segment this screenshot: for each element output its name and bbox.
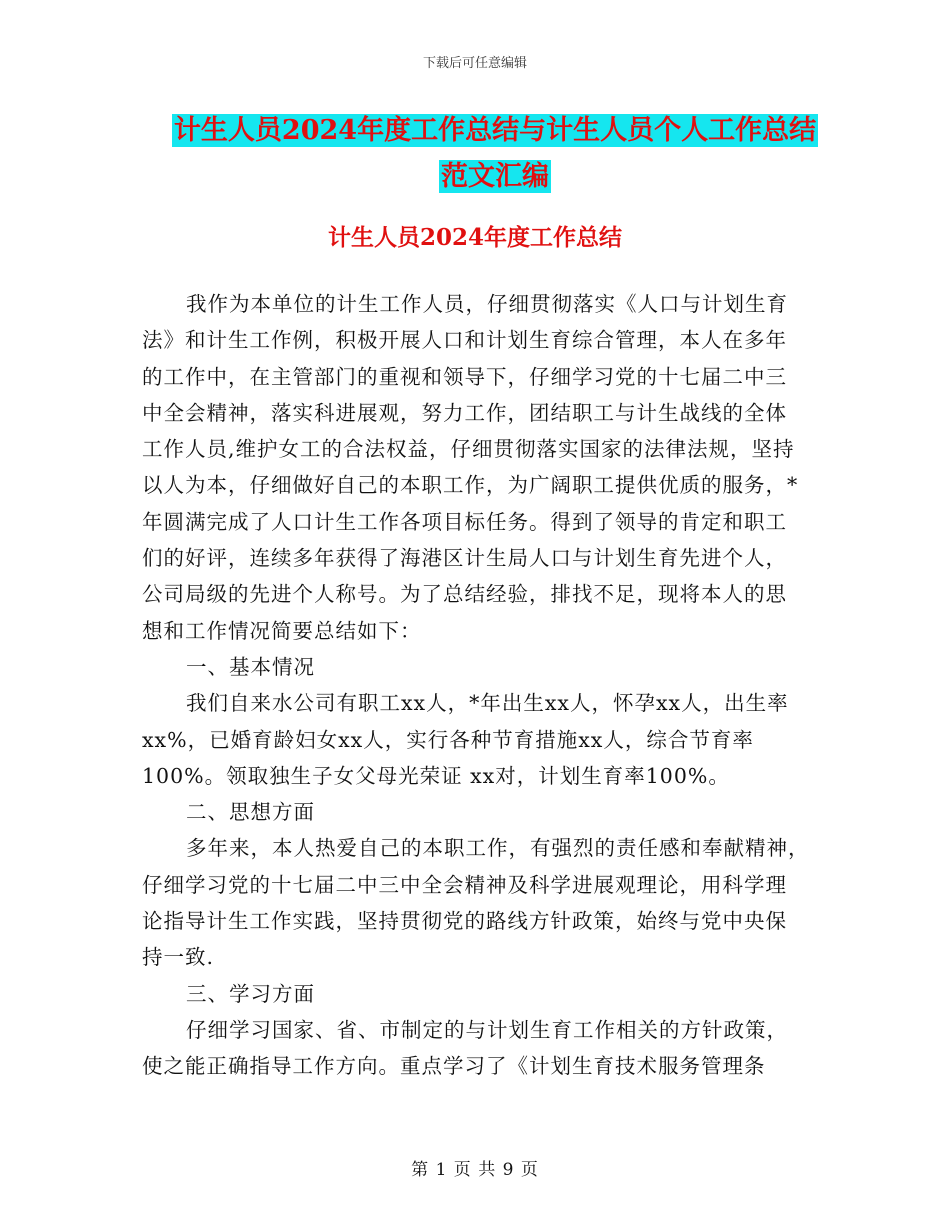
body-line: 100%。领取独生子女父母光荣证 xx对，计划生育率100%。 bbox=[142, 763, 730, 788]
document-title-line-2: 范文汇编 bbox=[441, 161, 549, 192]
body-line: 仔细学习国家、省、市制定的与计划生育工作相关的方针政策， bbox=[186, 1017, 788, 1042]
body-line: 我们自来水公司有职工xx人，*年出生xx人，怀孕xx人，出生率 bbox=[186, 691, 789, 716]
body-line: 论指导计生工作实践，坚持贯彻党的路线方针政策，始终与党中央保 bbox=[142, 909, 787, 934]
section-heading: 二、思想方面 bbox=[186, 800, 315, 825]
section-title: 计生人员2024年度工作总结 bbox=[327, 224, 622, 251]
body-line: 我作为本单位的计生工作人员，仔细贯彻落实《人口与计划生育 bbox=[186, 292, 788, 316]
body-line: 法》和计生工作例，积极开展人口和计划生育综合管理，本人在多年 bbox=[142, 328, 787, 353]
body-line: 仔细学习党的十七届二中三中全会精神及科学进展观理论，用科学理 bbox=[142, 872, 787, 897]
body-line: xx%，已婚育龄妇女xx人，实行各种节育措施xx人，综合节育率 bbox=[142, 727, 754, 752]
body-line: 工作人员,维护女工的合法权益，仔细贯彻落实国家的法律法规，坚持 bbox=[142, 437, 795, 462]
body-line: 年圆满完成了人口计生工作各项目标任务。得到了领导的肯定和职工 bbox=[142, 509, 787, 534]
body-line: 的工作中，在主管部门的重视和领导下，仔细学习党的十七届二中三 bbox=[142, 364, 787, 389]
document-body bbox=[142, 286, 812, 1085]
document-title bbox=[120, 108, 870, 200]
body-line: 中全会精神，落实科进展观，努力工作，团结职工与计生战线的全体 bbox=[142, 400, 787, 425]
body-line: 持一致. bbox=[142, 945, 215, 970]
page-number: 第 1 页 共 9 页 bbox=[411, 1160, 539, 1180]
body-line: 使之能正确指导工作方向。重点学习了《计划生育技术服务管理条 bbox=[142, 1054, 766, 1079]
body-line: 公司局级的先进个人称号。为了总结经验，排找不足，现将本人的思 bbox=[142, 582, 787, 607]
section-heading: 一、基本情况 bbox=[186, 654, 315, 679]
body-line: 多年来，本人热爱自己的本职工作，有强烈的责任感和奉献精神， bbox=[186, 836, 810, 861]
body-line: 以人为本，仔细做好自己的本职工作，为广阔职工提供优质的服务，* bbox=[142, 473, 799, 498]
document-title-line-1: 计生人员2024年度工作总结与计生人员个人工作总结 bbox=[173, 115, 817, 146]
section-heading: 三、学习方面 bbox=[186, 981, 315, 1006]
header-note: 下载后可任意编辑 bbox=[422, 56, 527, 71]
body-line: 想和工作情况简要总结如下： bbox=[142, 618, 422, 643]
body-line: 们的好评，连续多年获得了海港区计生局人口与计划生育先进个人， bbox=[142, 546, 787, 571]
